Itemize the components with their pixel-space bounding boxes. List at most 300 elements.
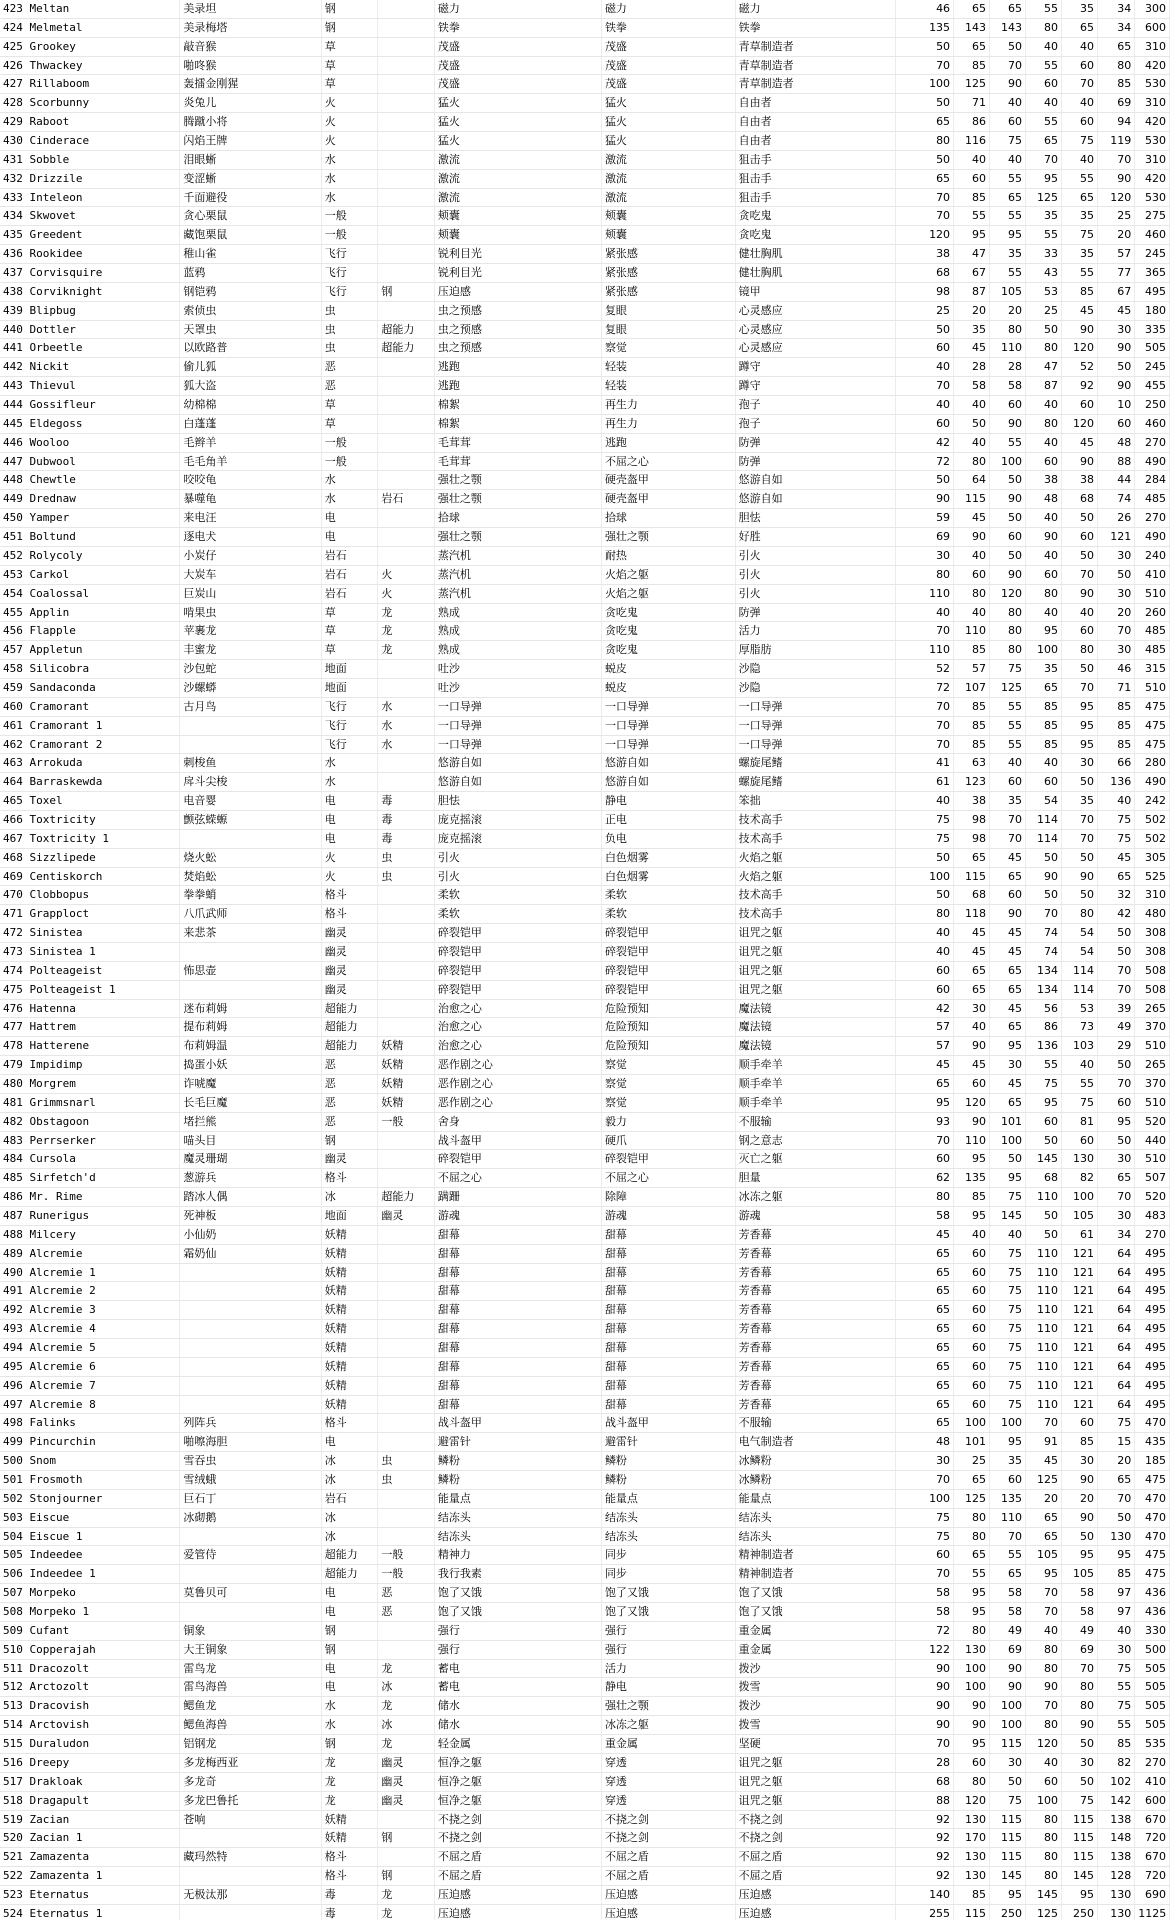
spe-cell[interactable]: 10: [1098, 396, 1135, 415]
type1-cell[interactable]: 一般: [321, 226, 378, 245]
total-cell[interactable]: 495: [1135, 1395, 1170, 1414]
cn-name-cell[interactable]: 拳拳蛸: [180, 886, 321, 905]
type2-cell[interactable]: [378, 886, 435, 905]
ability1-cell[interactable]: 激流: [434, 150, 601, 169]
spa-cell[interactable]: 85: [1026, 716, 1062, 735]
spd-cell[interactable]: 50: [1062, 848, 1098, 867]
spe-cell[interactable]: 30: [1098, 320, 1135, 339]
spa-cell[interactable]: 110: [1026, 1244, 1062, 1263]
spd-cell[interactable]: 130: [1062, 1150, 1098, 1169]
spe-cell[interactable]: 30: [1098, 546, 1135, 565]
type2-cell[interactable]: [378, 1169, 435, 1188]
spe-cell[interactable]: 64: [1098, 1282, 1135, 1301]
name-cell[interactable]: 435 Greedent: [0, 226, 180, 245]
def-cell[interactable]: 65: [990, 1565, 1026, 1584]
ability2-cell[interactable]: 结冻头: [601, 1527, 735, 1546]
hidden-ability-cell[interactable]: 技术高手: [735, 905, 896, 924]
atk-cell[interactable]: 115: [954, 1904, 990, 1920]
def-cell[interactable]: 45: [990, 924, 1026, 943]
type1-cell[interactable]: 幽灵: [321, 942, 378, 961]
spd-cell[interactable]: 95: [1062, 735, 1098, 754]
hp-cell[interactable]: 58: [896, 1603, 954, 1622]
hidden-ability-cell[interactable]: 重金属: [735, 1621, 896, 1640]
type2-cell[interactable]: [378, 452, 435, 471]
type1-cell[interactable]: 妖精: [321, 1320, 378, 1339]
name-cell[interactable]: 474 Polteageist: [0, 961, 180, 980]
hidden-ability-cell[interactable]: 灭亡之躯: [735, 1150, 896, 1169]
name-cell[interactable]: 477 Hattrem: [0, 1018, 180, 1037]
spa-cell[interactable]: 70: [1026, 1697, 1062, 1716]
ability2-cell[interactable]: 再生力: [601, 414, 735, 433]
def-cell[interactable]: 120: [990, 584, 1026, 603]
spe-cell[interactable]: 85: [1098, 75, 1135, 94]
type1-cell[interactable]: 妖精: [321, 1244, 378, 1263]
spe-cell[interactable]: 70: [1098, 150, 1135, 169]
spd-cell[interactable]: 70: [1062, 829, 1098, 848]
spa-cell[interactable]: 85: [1026, 697, 1062, 716]
type1-cell[interactable]: 草: [321, 641, 378, 660]
type1-cell[interactable]: 一般: [321, 207, 378, 226]
spe-cell[interactable]: 95: [1098, 1546, 1135, 1565]
type2-cell[interactable]: [378, 1376, 435, 1395]
ability1-cell[interactable]: 压迫感: [434, 1885, 601, 1904]
spe-cell[interactable]: 88: [1098, 452, 1135, 471]
atk-cell[interactable]: 28: [954, 358, 990, 377]
def-cell[interactable]: 90: [990, 490, 1026, 509]
name-cell[interactable]: 517 Drakloak: [0, 1772, 180, 1791]
name-cell[interactable]: 491 Alcremie 2: [0, 1282, 180, 1301]
ability1-cell[interactable]: 毛茸茸: [434, 433, 601, 452]
cn-name-cell[interactable]: 藏饱栗鼠: [180, 226, 321, 245]
total-cell[interactable]: 505: [1135, 1678, 1170, 1697]
spe-cell[interactable]: 64: [1098, 1376, 1135, 1395]
hp-cell[interactable]: 90: [896, 1716, 954, 1735]
spd-cell[interactable]: 54: [1062, 924, 1098, 943]
type1-cell[interactable]: 水: [321, 754, 378, 773]
def-cell[interactable]: 75: [990, 132, 1026, 151]
spd-cell[interactable]: 70: [1062, 75, 1098, 94]
type2-cell[interactable]: [378, 1282, 435, 1301]
cn-name-cell[interactable]: 小炭仔: [180, 546, 321, 565]
type2-cell[interactable]: 一般: [378, 1565, 435, 1584]
total-cell[interactable]: 670: [1135, 1848, 1170, 1867]
name-cell[interactable]: 441 Orbeetle: [0, 339, 180, 358]
spa-cell[interactable]: 48: [1026, 490, 1062, 509]
atk-cell[interactable]: 80: [954, 1527, 990, 1546]
ability2-cell[interactable]: 蜕皮: [601, 678, 735, 697]
atk-cell[interactable]: 40: [954, 1225, 990, 1244]
ability1-cell[interactable]: 恶作剧之心: [434, 1093, 601, 1112]
spa-cell[interactable]: 40: [1026, 546, 1062, 565]
spd-cell[interactable]: 50: [1062, 509, 1098, 528]
spe-cell[interactable]: 50: [1098, 942, 1135, 961]
type1-cell[interactable]: 虫: [321, 320, 378, 339]
ability2-cell[interactable]: 不屈之盾: [601, 1867, 735, 1886]
atk-cell[interactable]: 60: [954, 1320, 990, 1339]
total-cell[interactable]: 490: [1135, 452, 1170, 471]
hidden-ability-cell[interactable]: 防弹: [735, 603, 896, 622]
type2-cell[interactable]: [378, 1320, 435, 1339]
ability1-cell[interactable]: 激流: [434, 169, 601, 188]
hp-cell[interactable]: 72: [896, 1621, 954, 1640]
hidden-ability-cell[interactable]: 厚脂肪: [735, 641, 896, 660]
name-cell[interactable]: 430 Cinderace: [0, 132, 180, 151]
ability1-cell[interactable]: 甜幕: [434, 1376, 601, 1395]
cn-name-cell[interactable]: 捣蛋小妖: [180, 1056, 321, 1075]
spd-cell[interactable]: 70: [1062, 1659, 1098, 1678]
def-cell[interactable]: 75: [990, 1339, 1026, 1358]
cn-name-cell[interactable]: 蓝鸦: [180, 264, 321, 283]
type2-cell[interactable]: 妖精: [378, 1056, 435, 1075]
spe-cell[interactable]: 64: [1098, 1357, 1135, 1376]
cn-name-cell[interactable]: 八爪武师: [180, 905, 321, 924]
ability1-cell[interactable]: 茂盛: [434, 56, 601, 75]
def-cell[interactable]: 90: [990, 75, 1026, 94]
name-cell[interactable]: 463 Arrokuda: [0, 754, 180, 773]
total-cell[interactable]: 310: [1135, 94, 1170, 113]
ability1-cell[interactable]: 结冻头: [434, 1508, 601, 1527]
ability1-cell[interactable]: 强行: [434, 1621, 601, 1640]
name-cell[interactable]: 492 Alcremie 3: [0, 1301, 180, 1320]
type2-cell[interactable]: [378, 113, 435, 132]
cn-name-cell[interactable]: 巨炭山: [180, 584, 321, 603]
type1-cell[interactable]: 恶: [321, 377, 378, 396]
total-cell[interactable]: 440: [1135, 1131, 1170, 1150]
hp-cell[interactable]: 88: [896, 1791, 954, 1810]
atk-cell[interactable]: 90: [954, 1697, 990, 1716]
hp-cell[interactable]: 75: [896, 1508, 954, 1527]
ability1-cell[interactable]: 棉絮: [434, 396, 601, 415]
ability2-cell[interactable]: 碎裂铠甲: [601, 1150, 735, 1169]
def-cell[interactable]: 95: [990, 1037, 1026, 1056]
spa-cell[interactable]: 50: [1026, 1207, 1062, 1226]
spa-cell[interactable]: 53: [1026, 282, 1062, 301]
spa-cell[interactable]: 60: [1026, 75, 1062, 94]
type2-cell[interactable]: 毒: [378, 810, 435, 829]
name-cell[interactable]: 494 Alcremie 5: [0, 1339, 180, 1358]
cn-name-cell[interactable]: 暴噬龟: [180, 490, 321, 509]
cn-name-cell[interactable]: 美录坦: [180, 0, 321, 18]
type1-cell[interactable]: 格斗: [321, 1867, 378, 1886]
spe-cell[interactable]: 29: [1098, 1037, 1135, 1056]
hidden-ability-cell[interactable]: 拨雪: [735, 1678, 896, 1697]
def-cell[interactable]: 65: [990, 980, 1026, 999]
total-cell[interactable]: 520: [1135, 1188, 1170, 1207]
def-cell[interactable]: 75: [990, 1357, 1026, 1376]
ability2-cell[interactable]: 甜幕: [601, 1357, 735, 1376]
total-cell[interactable]: 240: [1135, 546, 1170, 565]
type1-cell[interactable]: 冰: [321, 1471, 378, 1490]
type1-cell[interactable]: 冰: [321, 1527, 378, 1546]
def-cell[interactable]: 65: [990, 1018, 1026, 1037]
type2-cell[interactable]: [378, 528, 435, 547]
hp-cell[interactable]: 60: [896, 414, 954, 433]
type2-cell[interactable]: [378, 1339, 435, 1358]
def-cell[interactable]: 75: [990, 660, 1026, 679]
atk-cell[interactable]: 98: [954, 810, 990, 829]
type2-cell[interactable]: [378, 754, 435, 773]
atk-cell[interactable]: 60: [954, 565, 990, 584]
spa-cell[interactable]: 74: [1026, 924, 1062, 943]
spd-cell[interactable]: 90: [1062, 867, 1098, 886]
name-cell[interactable]: 459 Sandaconda: [0, 678, 180, 697]
spd-cell[interactable]: 80: [1062, 1678, 1098, 1697]
ability1-cell[interactable]: 棉絮: [434, 414, 601, 433]
atk-cell[interactable]: 55: [954, 1565, 990, 1584]
ability1-cell[interactable]: 甜幕: [434, 1320, 601, 1339]
type2-cell[interactable]: 火: [378, 565, 435, 584]
hidden-ability-cell[interactable]: 铁拳: [735, 18, 896, 37]
spe-cell[interactable]: 90: [1098, 169, 1135, 188]
ability1-cell[interactable]: 蹒跚: [434, 1188, 601, 1207]
cn-name-cell[interactable]: 来悲茶: [180, 924, 321, 943]
type1-cell[interactable]: 飞行: [321, 282, 378, 301]
spa-cell[interactable]: 50: [1026, 320, 1062, 339]
spa-cell[interactable]: 110: [1026, 1263, 1062, 1282]
ability1-cell[interactable]: 胆怯: [434, 792, 601, 811]
spe-cell[interactable]: 70: [1098, 622, 1135, 641]
ability2-cell[interactable]: 碎裂铠甲: [601, 980, 735, 999]
name-cell[interactable]: 466 Toxtricity: [0, 810, 180, 829]
ability1-cell[interactable]: 颊囊: [434, 207, 601, 226]
total-cell[interactable]: 1125: [1135, 1904, 1170, 1920]
hidden-ability-cell[interactable]: 冰鳞粉: [735, 1452, 896, 1471]
spe-cell[interactable]: 57: [1098, 245, 1135, 264]
type1-cell[interactable]: 超能力: [321, 1018, 378, 1037]
atk-cell[interactable]: 130: [954, 1640, 990, 1659]
ability2-cell[interactable]: 拾球: [601, 509, 735, 528]
hidden-ability-cell[interactable]: 贪吃鬼: [735, 226, 896, 245]
atk-cell[interactable]: 40: [954, 396, 990, 415]
total-cell[interactable]: 260: [1135, 603, 1170, 622]
atk-cell[interactable]: 100: [954, 1678, 990, 1697]
total-cell[interactable]: 510: [1135, 1150, 1170, 1169]
name-cell[interactable]: 483 Perrserker: [0, 1131, 180, 1150]
ability2-cell[interactable]: 颊囊: [601, 226, 735, 245]
def-cell[interactable]: 95: [990, 1433, 1026, 1452]
spe-cell[interactable]: 128: [1098, 1867, 1135, 1886]
ability1-cell[interactable]: 治愈之心: [434, 1037, 601, 1056]
hidden-ability-cell[interactable]: 芳香幕: [735, 1301, 896, 1320]
cn-name-cell[interactable]: [180, 1339, 321, 1358]
ability2-cell[interactable]: 战斗盔甲: [601, 1414, 735, 1433]
total-cell[interactable]: 470: [1135, 1414, 1170, 1433]
def-cell[interactable]: 50: [990, 509, 1026, 528]
total-cell[interactable]: 510: [1135, 1037, 1170, 1056]
name-cell[interactable]: 519 Zacian: [0, 1810, 180, 1829]
name-cell[interactable]: 450 Yamper: [0, 509, 180, 528]
type2-cell[interactable]: 虫: [378, 1471, 435, 1490]
atk-cell[interactable]: 45: [954, 924, 990, 943]
spa-cell[interactable]: 50: [1026, 1225, 1062, 1244]
type1-cell[interactable]: 格斗: [321, 886, 378, 905]
total-cell[interactable]: 505: [1135, 1716, 1170, 1735]
ability1-cell[interactable]: 吐沙: [434, 660, 601, 679]
type1-cell[interactable]: 钢: [321, 1735, 378, 1754]
def-cell[interactable]: 70: [990, 56, 1026, 75]
spe-cell[interactable]: 20: [1098, 226, 1135, 245]
type2-cell[interactable]: [378, 150, 435, 169]
atk-cell[interactable]: 65: [954, 37, 990, 56]
spd-cell[interactable]: 35: [1062, 207, 1098, 226]
ability1-cell[interactable]: 甜幕: [434, 1225, 601, 1244]
ability2-cell[interactable]: 察觉: [601, 1074, 735, 1093]
atk-cell[interactable]: 115: [954, 867, 990, 886]
ability2-cell[interactable]: 饱了又饿: [601, 1584, 735, 1603]
atk-cell[interactable]: 57: [954, 660, 990, 679]
hidden-ability-cell[interactable]: 引火: [735, 546, 896, 565]
total-cell[interactable]: 420: [1135, 56, 1170, 75]
spe-cell[interactable]: 121: [1098, 528, 1135, 547]
def-cell[interactable]: 35: [990, 245, 1026, 264]
def-cell[interactable]: 65: [990, 867, 1026, 886]
spe-cell[interactable]: 64: [1098, 1244, 1135, 1263]
ability1-cell[interactable]: 引火: [434, 848, 601, 867]
spe-cell[interactable]: 85: [1098, 1565, 1135, 1584]
hp-cell[interactable]: 93: [896, 1112, 954, 1131]
ability1-cell[interactable]: 猛火: [434, 94, 601, 113]
def-cell[interactable]: 90: [990, 1659, 1026, 1678]
hidden-ability-cell[interactable]: 沙隐: [735, 660, 896, 679]
spe-cell[interactable]: 34: [1098, 18, 1135, 37]
hp-cell[interactable]: 50: [896, 320, 954, 339]
hp-cell[interactable]: 100: [896, 75, 954, 94]
spe-cell[interactable]: 30: [1098, 641, 1135, 660]
name-cell[interactable]: 453 Carkol: [0, 565, 180, 584]
type1-cell[interactable]: 水: [321, 490, 378, 509]
spd-cell[interactable]: 250: [1062, 1904, 1098, 1920]
type2-cell[interactable]: [378, 1527, 435, 1546]
cn-name-cell[interactable]: 闪焰王牌: [180, 132, 321, 151]
atk-cell[interactable]: 135: [954, 1169, 990, 1188]
type2-cell[interactable]: 龙: [378, 603, 435, 622]
hp-cell[interactable]: 30: [896, 546, 954, 565]
def-cell[interactable]: 115: [990, 1735, 1026, 1754]
spe-cell[interactable]: 48: [1098, 433, 1135, 452]
total-cell[interactable]: 485: [1135, 622, 1170, 641]
ability2-cell[interactable]: 避雷针: [601, 1433, 735, 1452]
ability2-cell[interactable]: 危险预知: [601, 999, 735, 1018]
hidden-ability-cell[interactable]: 镜甲: [735, 282, 896, 301]
hidden-ability-cell[interactable]: 引火: [735, 584, 896, 603]
cn-name-cell[interactable]: 长毛巨魔: [180, 1093, 321, 1112]
hidden-ability-cell[interactable]: 健壮胸肌: [735, 264, 896, 283]
hp-cell[interactable]: 122: [896, 1640, 954, 1659]
hp-cell[interactable]: 70: [896, 697, 954, 716]
total-cell[interactable]: 600: [1135, 18, 1170, 37]
type2-cell[interactable]: [378, 188, 435, 207]
spa-cell[interactable]: 125: [1026, 1471, 1062, 1490]
atk-cell[interactable]: 60: [954, 1376, 990, 1395]
hidden-ability-cell[interactable]: 芳香幕: [735, 1376, 896, 1395]
hp-cell[interactable]: 255: [896, 1904, 954, 1920]
type1-cell[interactable]: 火: [321, 113, 378, 132]
ability2-cell[interactable]: 白色烟雾: [601, 848, 735, 867]
cn-name-cell[interactable]: 贪心栗鼠: [180, 207, 321, 226]
cn-name-cell[interactable]: 戽斗尖梭: [180, 773, 321, 792]
total-cell[interactable]: 690: [1135, 1885, 1170, 1904]
ability2-cell[interactable]: 复眼: [601, 320, 735, 339]
spd-cell[interactable]: 60: [1062, 528, 1098, 547]
atk-cell[interactable]: 98: [954, 829, 990, 848]
name-cell[interactable]: 432 Drizzile: [0, 169, 180, 188]
spd-cell[interactable]: 80: [1062, 641, 1098, 660]
ability2-cell[interactable]: 复眼: [601, 301, 735, 320]
hidden-ability-cell[interactable]: 精神制造者: [735, 1546, 896, 1565]
hidden-ability-cell[interactable]: 游魂: [735, 1207, 896, 1226]
cn-name-cell[interactable]: [180, 942, 321, 961]
name-cell[interactable]: 518 Dragapult: [0, 1791, 180, 1810]
atk-cell[interactable]: 85: [954, 188, 990, 207]
name-cell[interactable]: 448 Chewtle: [0, 471, 180, 490]
name-cell[interactable]: 472 Sinistea: [0, 924, 180, 943]
type1-cell[interactable]: 火: [321, 848, 378, 867]
atk-cell[interactable]: 65: [954, 0, 990, 18]
def-cell[interactable]: 75: [990, 1188, 1026, 1207]
spd-cell[interactable]: 55: [1062, 169, 1098, 188]
spa-cell[interactable]: 40: [1026, 396, 1062, 415]
atk-cell[interactable]: 80: [954, 1621, 990, 1640]
spe-cell[interactable]: 90: [1098, 339, 1135, 358]
hidden-ability-cell[interactable]: 好胜: [735, 528, 896, 547]
atk-cell[interactable]: 80: [954, 584, 990, 603]
def-cell[interactable]: 105: [990, 282, 1026, 301]
ability1-cell[interactable]: 蒸汽机: [434, 584, 601, 603]
hp-cell[interactable]: 45: [896, 1225, 954, 1244]
def-cell[interactable]: 95: [990, 226, 1026, 245]
hp-cell[interactable]: 72: [896, 452, 954, 471]
ability2-cell[interactable]: 压迫感: [601, 1885, 735, 1904]
atk-cell[interactable]: 116: [954, 132, 990, 151]
cn-name-cell[interactable]: [180, 735, 321, 754]
cn-name-cell[interactable]: 毛毛角羊: [180, 452, 321, 471]
hidden-ability-cell[interactable]: 悠游自如: [735, 490, 896, 509]
hp-cell[interactable]: 75: [896, 829, 954, 848]
cn-name-cell[interactable]: 喵头目: [180, 1131, 321, 1150]
cn-name-cell[interactable]: 葱游兵: [180, 1169, 321, 1188]
total-cell[interactable]: 505: [1135, 1659, 1170, 1678]
hidden-ability-cell[interactable]: 芳香幕: [735, 1320, 896, 1339]
ability1-cell[interactable]: 一口导弹: [434, 735, 601, 754]
type1-cell[interactable]: 草: [321, 603, 378, 622]
ability1-cell[interactable]: 碎裂铠甲: [434, 961, 601, 980]
spa-cell[interactable]: 38: [1026, 471, 1062, 490]
spe-cell[interactable]: 46: [1098, 660, 1135, 679]
spe-cell[interactable]: 25: [1098, 207, 1135, 226]
total-cell[interactable]: 370: [1135, 1074, 1170, 1093]
cn-name-cell[interactable]: 稚山雀: [180, 245, 321, 264]
cn-name-cell[interactable]: [180, 716, 321, 735]
spa-cell[interactable]: 114: [1026, 810, 1062, 829]
spe-cell[interactable]: 85: [1098, 735, 1135, 754]
atk-cell[interactable]: 110: [954, 622, 990, 641]
type1-cell[interactable]: 恶: [321, 1074, 378, 1093]
cn-name-cell[interactable]: 啪嚓海胆: [180, 1433, 321, 1452]
cn-name-cell[interactable]: 雷鸟海兽: [180, 1678, 321, 1697]
cn-name-cell[interactable]: 沙包蛇: [180, 660, 321, 679]
spe-cell[interactable]: 65: [1098, 867, 1135, 886]
hp-cell[interactable]: 50: [896, 150, 954, 169]
name-cell[interactable]: 442 Nickit: [0, 358, 180, 377]
spe-cell[interactable]: 130: [1098, 1885, 1135, 1904]
name-cell[interactable]: 458 Silicobra: [0, 660, 180, 679]
type1-cell[interactable]: 幽灵: [321, 961, 378, 980]
total-cell[interactable]: 600: [1135, 1791, 1170, 1810]
name-cell[interactable]: 464 Barraskewda: [0, 773, 180, 792]
atk-cell[interactable]: 38: [954, 792, 990, 811]
hidden-ability-cell[interactable]: 能量点: [735, 1489, 896, 1508]
spa-cell[interactable]: 86: [1026, 1018, 1062, 1037]
